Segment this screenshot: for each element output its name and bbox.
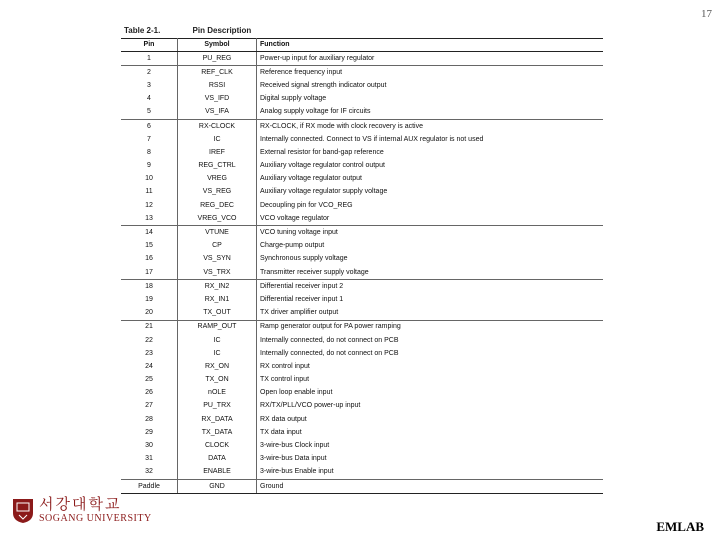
pin-cell: 22 bbox=[121, 334, 178, 347]
table-row bbox=[121, 334, 603, 347]
symbol-cell: TX_ON bbox=[178, 374, 257, 387]
logo-korean-text: 서강대학교 bbox=[39, 496, 122, 513]
pin-cell: 10 bbox=[121, 173, 178, 186]
pin-cell: 1 bbox=[121, 52, 178, 66]
function-cell: 3-wire-bus Data input bbox=[260, 455, 327, 463]
symbol-cell: ENABLE bbox=[178, 466, 257, 480]
pin-cell: 21 bbox=[121, 320, 178, 334]
table-row bbox=[121, 199, 603, 212]
pin-cell: 28 bbox=[121, 413, 178, 426]
pin-cell: 5 bbox=[121, 106, 178, 120]
university-seal-icon bbox=[12, 498, 34, 524]
symbol-cell: VREG bbox=[178, 173, 257, 186]
logo-english-text: SOGANG UNIVERSITY bbox=[39, 513, 152, 524]
function-cell: 3-wire-bus Clock input bbox=[260, 442, 330, 450]
function-cell: Open loop enable input bbox=[260, 389, 333, 397]
symbol-cell: REG_CTRL bbox=[178, 160, 257, 173]
symbol-cell: RAMP_OUT bbox=[178, 320, 257, 334]
pin-cell: 32 bbox=[121, 466, 178, 480]
pin-description-table bbox=[121, 38, 603, 494]
function-cell: Transmitter receiver supply voltage bbox=[260, 268, 369, 276]
symbol-cell: TX_OUT bbox=[178, 307, 257, 321]
pin-cell: Paddle bbox=[121, 480, 178, 494]
table-row bbox=[121, 347, 603, 360]
table-caption bbox=[124, 26, 251, 35]
function-cell: Received signal strength indicator output bbox=[260, 81, 387, 89]
table-row bbox=[121, 480, 603, 494]
pin-cell: 12 bbox=[121, 199, 178, 212]
table-row bbox=[121, 52, 603, 66]
table-row bbox=[121, 400, 603, 413]
table-row bbox=[121, 212, 603, 226]
pin-cell: 20 bbox=[121, 307, 178, 321]
symbol-cell: DATA bbox=[178, 453, 257, 466]
table-row bbox=[121, 374, 603, 387]
function-cell: Internally connected, do not connect on PCB bbox=[260, 336, 399, 344]
pin-cell: 2 bbox=[121, 66, 178, 80]
pin-cell: 29 bbox=[121, 426, 178, 439]
symbol-cell: VTUNE bbox=[178, 226, 257, 240]
pin-cell: 30 bbox=[121, 439, 178, 452]
table-row bbox=[121, 160, 603, 173]
table-row bbox=[121, 226, 603, 240]
function-cell: Auxiliary voltage regulator output bbox=[260, 175, 362, 183]
symbol-cell: IC bbox=[178, 133, 257, 146]
table-row bbox=[121, 453, 603, 466]
table-row bbox=[121, 320, 603, 334]
symbol-cell: RX_IN1 bbox=[178, 293, 257, 306]
symbol-cell: RX-CLOCK bbox=[178, 119, 257, 133]
header-pin: Pin bbox=[121, 39, 178, 52]
function-cell: Internally connected. Connect to VS if internal AUX regulator is not used bbox=[260, 135, 484, 143]
table-caption-label: Table 2-1. bbox=[124, 26, 161, 35]
function-cell: Auxiliary voltage regulator supply voltage bbox=[260, 188, 388, 196]
table-header-row bbox=[121, 39, 603, 52]
function-cell: RX-CLOCK, if RX mode with clock recovery is active bbox=[257, 119, 604, 133]
pin-cell: 15 bbox=[121, 240, 178, 253]
symbol-cell: RX_ON bbox=[178, 360, 257, 373]
symbol-cell: PU_REG bbox=[178, 52, 257, 66]
table-row bbox=[121, 466, 603, 480]
function-cell: Charge-pump output bbox=[260, 242, 325, 250]
function-cell: RX control input bbox=[260, 362, 310, 370]
pin-cell: 23 bbox=[121, 347, 178, 360]
symbol-cell: REG_DEC bbox=[178, 199, 257, 212]
table-row bbox=[121, 307, 603, 321]
pin-cell: 6 bbox=[121, 119, 178, 133]
symbol-cell: VS_IFA bbox=[178, 106, 257, 120]
symbol-cell: RSSI bbox=[178, 79, 257, 92]
pin-cell: 24 bbox=[121, 360, 178, 373]
pin-cell: 18 bbox=[121, 280, 178, 294]
symbol-cell: IC bbox=[178, 347, 257, 360]
function-cell: VCO voltage regulator bbox=[260, 214, 330, 222]
symbol-cell: RX_IN2 bbox=[178, 280, 257, 294]
symbol-cell: REF_CLK bbox=[178, 66, 257, 80]
symbol-cell: IC bbox=[178, 334, 257, 347]
function-cell: Analog supply voltage for IF circuits bbox=[260, 108, 371, 116]
function-cell: Power-up input for auxiliary regulator bbox=[260, 54, 375, 62]
symbol-cell: CLOCK bbox=[178, 439, 257, 452]
table-row bbox=[121, 266, 603, 280]
symbol-cell: TX_DATA bbox=[178, 426, 257, 439]
function-cell: TX driver amplifier output bbox=[260, 309, 339, 317]
function-cell: TX data input bbox=[260, 428, 302, 436]
function-cell: TX control input bbox=[260, 376, 310, 384]
table-row bbox=[121, 360, 603, 373]
symbol-cell: CP bbox=[178, 240, 257, 253]
symbol-cell: IREF bbox=[178, 146, 257, 159]
page-number: 17 bbox=[701, 8, 712, 20]
symbol-cell: GND bbox=[178, 480, 257, 494]
table-row bbox=[121, 240, 603, 253]
header-function: Function bbox=[257, 39, 604, 52]
table-row bbox=[121, 133, 603, 146]
table-row bbox=[121, 79, 603, 92]
table-row bbox=[121, 439, 603, 452]
function-cell: Internally connected, do not connect on PCB bbox=[260, 349, 399, 357]
pin-cell: 16 bbox=[121, 253, 178, 266]
function-cell: Ground bbox=[257, 480, 604, 494]
pin-cell: 17 bbox=[121, 266, 178, 280]
function-cell: External resistor for band-gap reference bbox=[260, 148, 384, 156]
pin-cell: 31 bbox=[121, 453, 178, 466]
pin-cell: 3 bbox=[121, 79, 178, 92]
university-logo bbox=[12, 497, 152, 525]
function-cell: Auxiliary voltage regulator control output bbox=[260, 162, 385, 170]
symbol-cell: VREG_VCO bbox=[178, 212, 257, 226]
function-cell: RX data output bbox=[260, 415, 307, 423]
symbol-cell: PU_TRX bbox=[178, 400, 257, 413]
table-row bbox=[121, 413, 603, 426]
table-row bbox=[121, 280, 603, 294]
table-row bbox=[121, 173, 603, 186]
pin-cell: 27 bbox=[121, 400, 178, 413]
table-row bbox=[121, 66, 603, 80]
function-cell: Decoupling pin for VCO_REG bbox=[260, 201, 353, 209]
function-cell: Ramp generator output for PA power ramping bbox=[257, 320, 604, 334]
symbol-cell: nOLE bbox=[178, 387, 257, 400]
pin-cell: 9 bbox=[121, 160, 178, 173]
table-row bbox=[121, 93, 603, 106]
pin-cell: 14 bbox=[121, 226, 178, 240]
pin-cell: 26 bbox=[121, 387, 178, 400]
symbol-cell: VS_TRX bbox=[178, 266, 257, 280]
function-cell: RX/TX/PLL/VCO power-up input bbox=[260, 402, 361, 410]
symbol-cell: VS_SYN bbox=[178, 253, 257, 266]
symbol-cell: RX_DATA bbox=[178, 413, 257, 426]
table-row bbox=[121, 186, 603, 199]
function-cell: Differential receiver input 1 bbox=[260, 295, 344, 303]
table-row bbox=[121, 253, 603, 266]
table-row bbox=[121, 119, 603, 133]
function-cell: Differential receiver input 2 bbox=[257, 280, 604, 294]
pin-cell: 25 bbox=[121, 374, 178, 387]
header-symbol: Symbol bbox=[178, 39, 257, 52]
pin-cell: 19 bbox=[121, 293, 178, 306]
lab-label: EMLAB bbox=[656, 519, 704, 534]
table-caption-title: Pin Description bbox=[192, 26, 252, 35]
pin-cell: 13 bbox=[121, 212, 178, 226]
symbol-cell: VS_REG bbox=[178, 186, 257, 199]
table-row bbox=[121, 293, 603, 306]
table-body bbox=[121, 52, 603, 494]
pin-cell: 7 bbox=[121, 133, 178, 146]
pin-cell: 8 bbox=[121, 146, 178, 159]
pin-cell: 11 bbox=[121, 186, 178, 199]
function-cell: Digital supply voltage bbox=[260, 95, 327, 103]
table-row bbox=[121, 106, 603, 120]
pin-cell: 4 bbox=[121, 93, 178, 106]
table-row bbox=[121, 426, 603, 439]
table-row bbox=[121, 146, 603, 159]
table-row bbox=[121, 387, 603, 400]
function-cell: Reference frequency input bbox=[257, 66, 604, 80]
symbol-cell: VS_IFD bbox=[178, 93, 257, 106]
function-cell: VCO tuning voltage input bbox=[257, 226, 604, 240]
function-cell: Synchronous supply voltage bbox=[260, 255, 348, 263]
function-cell: 3-wire-bus Enable input bbox=[260, 468, 334, 476]
